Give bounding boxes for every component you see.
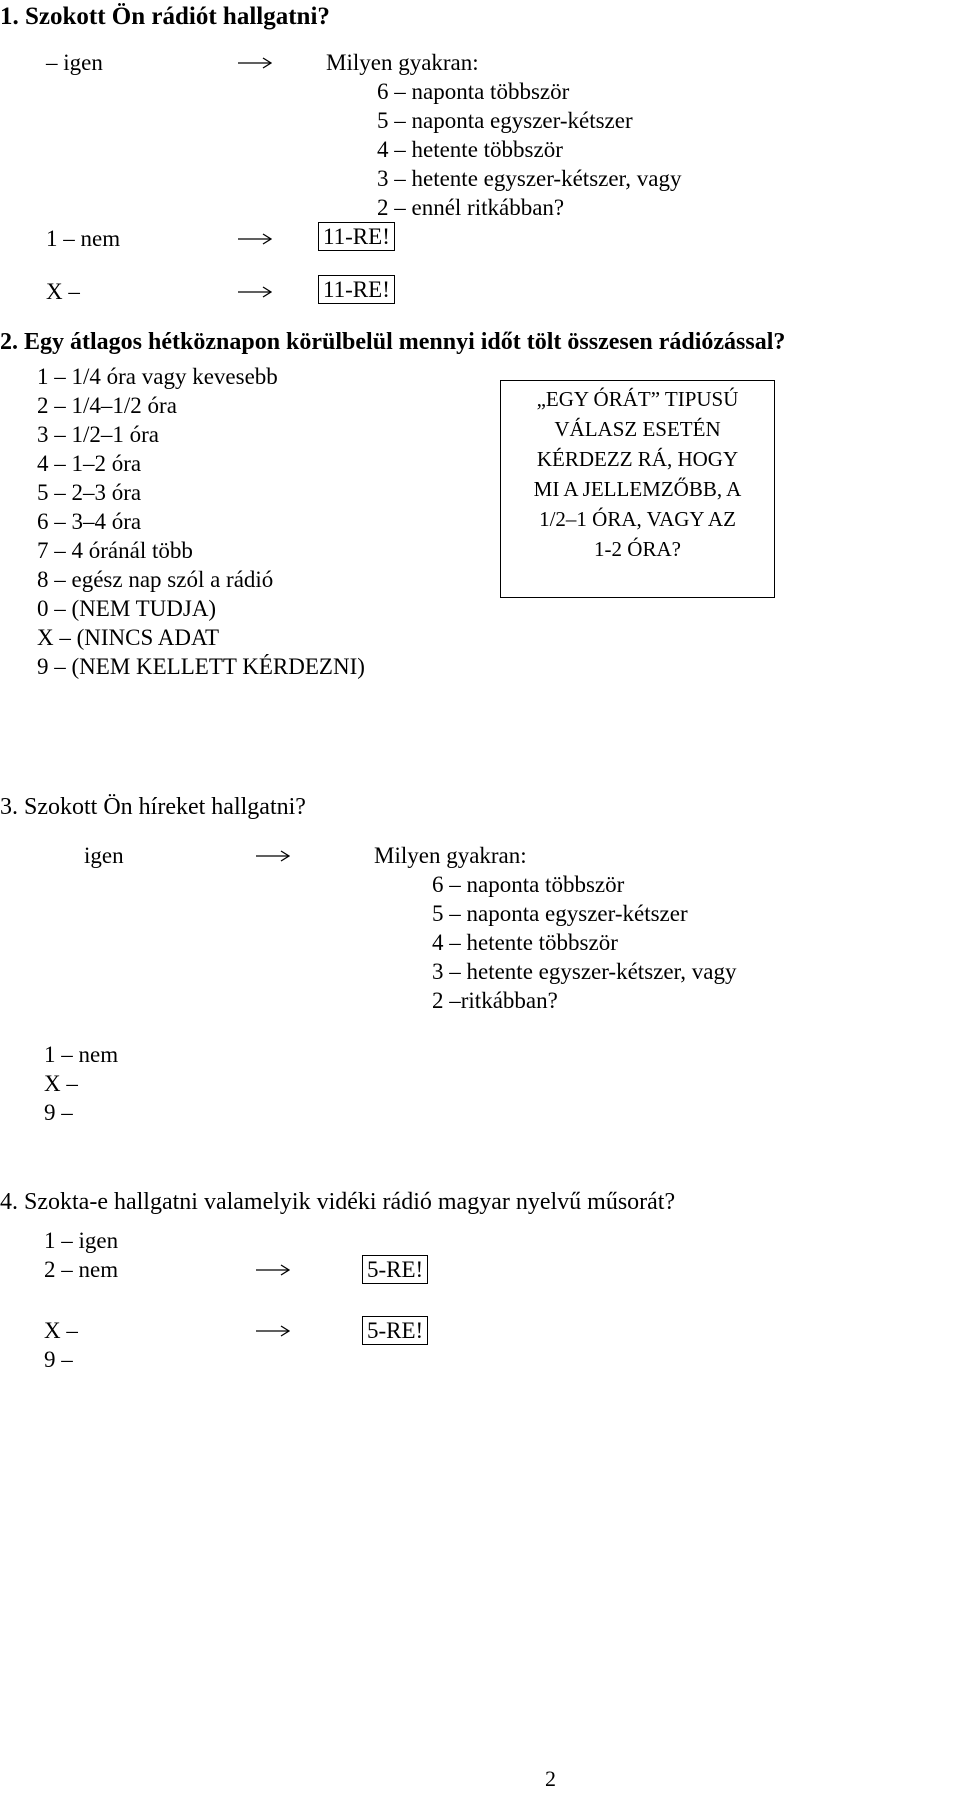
q1-title: 1. Szokott Ön rádiót hallgatni? — [0, 3, 330, 30]
q2-interviewer-note — [500, 380, 775, 598]
q1-skip-x-box: 11-RE! — [318, 275, 395, 304]
q3-frequency-label: Milyen gyakran: — [374, 843, 527, 868]
q2-option: X – (NINCS ADAT — [37, 625, 220, 650]
q4-no-label: 2 – nem — [44, 1257, 119, 1282]
q2-note-line: KÉRDEZZ RÁ, HOGY — [536, 447, 739, 471]
q3-other-option: 1 – nem — [44, 1042, 119, 1067]
q2-options — [37, 362, 365, 681]
q2-title: 2. Egy átlagos hétköznapon körülbelül mennyi időt tölt összesen rádiózással? — [0, 329, 786, 355]
q3-title: 3. Szokott Ön híreket hallgatni? — [0, 794, 306, 820]
q4-title: 4. Szokta-e hallgatni valamelyik vidéki rádió magyar nyelvű műsorát? — [0, 1189, 676, 1215]
q2-option: 1 – 1/4 óra vagy kevesebb — [37, 364, 278, 389]
q2-option: 8 – egész nap szól a rádió — [37, 567, 274, 592]
q2-note-line: „EGY ÓRÁT” TIPUSÚ — [536, 387, 739, 411]
q4-nine-label: 9 – — [44, 1347, 73, 1372]
q1-no-label: 1 – nem — [46, 226, 121, 251]
q2-note-line: VÁLASZ ESETÉN — [554, 417, 721, 441]
q1-frequency-label: Milyen gyakran: — [326, 50, 479, 75]
q1-freq-option: 2 – ennél ritkábban? — [377, 195, 565, 220]
q1-freq-option: 4 – hetente többször — [377, 137, 563, 162]
q3-freq-option: 6 – naponta többször — [432, 872, 625, 897]
q2-note-line: 1-2 ÓRA? — [594, 537, 681, 561]
q4-yes-label: 1 – igen — [44, 1228, 119, 1253]
q3-freq-option: 4 – hetente többször — [432, 930, 618, 955]
q2-option: 3 – 1/2–1 óra — [37, 422, 160, 447]
q3-other-option: X – — [44, 1071, 78, 1096]
q2-option: 7 – 4 óránál több — [37, 538, 193, 563]
q3-freq-option: 5 – naponta egyszer-kétszer — [432, 901, 688, 926]
q4-skip-x-box: 5-RE! — [362, 1316, 428, 1345]
q1-freq-option: 3 – hetente egyszer-kétszer, vagy — [377, 166, 682, 191]
arrow-icon — [238, 286, 272, 298]
q2-note-line: 1/2–1 ÓRA, VAGY AZ — [539, 507, 736, 531]
arrow-icon — [238, 57, 272, 69]
q2-option: 2 – 1/4–1/2 óra — [37, 393, 177, 418]
q4-skip-no-box: 5-RE! — [362, 1255, 428, 1284]
arrow-icon — [238, 233, 272, 245]
q1-freq-option: 5 – naponta egyszer-kétszer — [377, 108, 633, 133]
q2-option: 6 – 3–4 óra — [37, 509, 142, 534]
q3-other-option: 9 – — [44, 1100, 73, 1125]
page-number: 2 — [545, 1766, 556, 1791]
q3-frequency-options — [432, 870, 737, 1015]
q2-option: 0 – (NEM TUDJA) — [37, 596, 217, 621]
q1-x-label: X – — [46, 279, 80, 304]
arrow-icon — [256, 1264, 290, 1276]
q2-note-line: MI A JELLEMZŐBB, A — [533, 477, 742, 501]
q2-option: 9 – (NEM KELLETT KÉRDEZNI) — [37, 654, 365, 679]
q2-option: 4 – 1–2 óra — [37, 451, 142, 476]
q3-other-options — [44, 1040, 118, 1127]
arrow-icon — [256, 850, 290, 862]
q1-frequency-options — [377, 77, 682, 222]
q3-freq-option: 2 –ritkábban? — [432, 988, 558, 1013]
q1-yes-label: – igen — [46, 50, 103, 75]
q1-skip-no-box: 11-RE! — [318, 222, 395, 251]
q3-freq-option: 3 – hetente egyszer-kétszer, vagy — [432, 959, 737, 984]
q3-yes-label: igen — [84, 843, 124, 868]
q4-x-label: X – — [44, 1318, 78, 1343]
arrow-icon — [256, 1325, 290, 1337]
q1-freq-option: 6 – naponta többször — [377, 79, 570, 104]
q2-option: 5 – 2–3 óra — [37, 480, 142, 505]
